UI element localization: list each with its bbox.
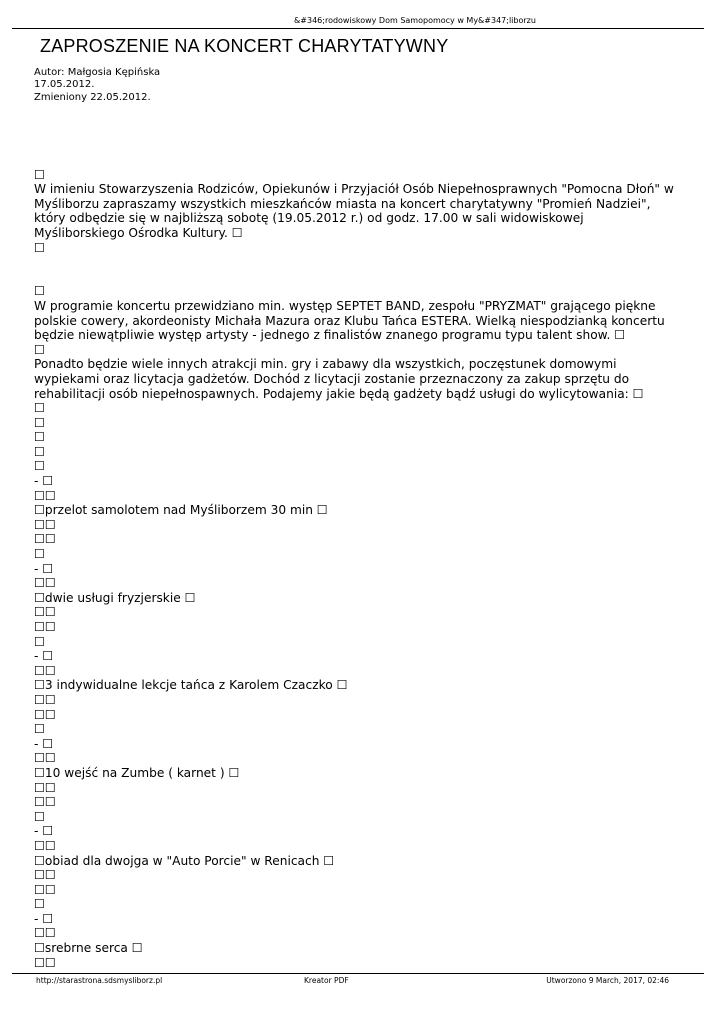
body-line: ☐☐: [34, 868, 56, 883]
header-site-name: &#346;rodowiskowy Dom Samopomocy w My&#347;liborzu: [294, 16, 536, 25]
body-line: W programie koncertu przewidziano min. występ SEPTET BAND, zespołu "PRYZMAT" grającego piękne: [34, 298, 656, 313]
body-line: ☐☐: [34, 838, 56, 853]
body-line: ☐☐: [34, 751, 56, 766]
body-line: ☐: [34, 547, 45, 562]
body-line: ☐3 indywidualne lekcje tańca z Karolem Czaczko ☐: [34, 678, 348, 693]
body-line: ☐: [34, 459, 45, 474]
date-created: 17.05.2012.: [34, 79, 95, 91]
footer-url: http://starastrona.sdsmysliborz.pl: [36, 976, 163, 985]
body-line: polskie cowery, akordeonisty Michała Mazura oraz Klubu Tańca ESTERA. Wielką niespodzianką koncertu: [34, 313, 665, 328]
body-line: ☐: [34, 809, 45, 824]
body-line: [34, 153, 699, 168]
body-line: ☐: [34, 444, 45, 459]
body-line: ☐☐: [34, 882, 56, 897]
body-line: ☐: [34, 240, 45, 255]
body-line: ☐☐: [34, 926, 56, 941]
body-line: ☐☐: [34, 605, 56, 620]
body-line: ☐dwie usługi fryzjerskie ☐: [34, 590, 196, 605]
body-line: ☐☐: [34, 955, 56, 970]
body-line: rehabilitacji osób niepełnospawnych. Podajemy jakie będą gadżety bądź usługi do wylicytowania: ☐: [34, 386, 644, 401]
body-line: który odbędzie się w najbliższą sobotę (19.05.2012 r.) od godz. 17.00 w sali widowiskowej: [34, 211, 584, 226]
body-line: - ☐: [34, 561, 54, 576]
date-modified: Zmieniony 22.05.2012.: [34, 91, 151, 103]
body-line: ☐: [34, 415, 45, 430]
article-body: [34, 153, 699, 970]
article-meta: [34, 67, 160, 104]
body-line: ☐☐: [34, 532, 56, 547]
footer-generator: Kreator PDF: [304, 976, 349, 985]
body-line: ☐10 wejść na Zumbe ( karnet ) ☐: [34, 765, 240, 780]
body-line: ☐☐: [34, 620, 56, 634]
body-line: ☐: [34, 430, 45, 445]
body-line: ☐: [34, 401, 45, 416]
body-line: ☐☐: [34, 692, 56, 707]
body-line: wypiekami oraz licytacja gadżetów. Dochód z licytacji zostanie przeznaczony za zakup sprzętu do: [34, 371, 630, 386]
body-line: ☐srebrne serca ☐: [34, 941, 143, 956]
body-line: ☐☐: [34, 576, 56, 591]
body-line: ☐: [34, 897, 45, 912]
body-line: - ☐: [34, 911, 54, 926]
body-line: ☐: [34, 722, 45, 737]
body-line: ☐: [34, 167, 45, 182]
body-line: ☐☐: [34, 488, 56, 503]
body-line: [34, 255, 699, 270]
body-line: ☐: [34, 284, 45, 299]
body-line: ☐☐: [34, 517, 56, 532]
body-line: ☐☐: [34, 707, 56, 722]
body-line: W imieniu Stowarzyszenia Rodziców, Opiekunów i Przyjaciół Osób Niepełnosprawnych "Pomocna Dłoń" w: [34, 182, 674, 197]
body-line: - ☐: [34, 474, 54, 489]
body-line: ☐: [34, 634, 45, 649]
footer-created: Utworzono 9 March, 2017, 02:46: [546, 976, 669, 985]
body-line: - ☐: [34, 649, 54, 664]
body-line: ☐przelot samolotem nad Myśliborzem 30 min ☐: [34, 503, 328, 518]
body-line: ☐☐: [34, 795, 56, 810]
body-line: Myśliborskiego Ośrodka Kultury. ☐: [34, 225, 243, 240]
body-line: Ponadto będzie wiele innych atrakcji min. gry i zabawy dla wszystkich, poczęstunek domowymi: [34, 357, 617, 372]
body-line: ☐obiad dla dwojga w "Auto Porcie" w Renicach ☐: [34, 853, 335, 868]
body-line: Myśliborzu zapraszamy wszystkich mieszkańców miasta na koncert charytatywny "Promień Nadziei",: [34, 196, 651, 211]
footer-divider: [12, 973, 704, 974]
body-line: ☐☐: [34, 663, 56, 678]
page-title: ZAPROSZENIE NA KONCERT CHARYTATYWNY: [40, 36, 449, 56]
body-line: będzie niewątpliwie występ artysty - jednego z finalistów znanego programu typu talent show. ☐: [34, 328, 626, 343]
body-line: [34, 270, 699, 285]
header-divider: [12, 28, 704, 29]
body-line: - ☐: [34, 736, 54, 751]
body-line: - ☐: [34, 824, 54, 839]
body-line: ☐☐: [34, 780, 56, 795]
body-line: ☐: [34, 342, 45, 357]
author-line: Autor: Małgosia Kępińska: [34, 67, 161, 78]
